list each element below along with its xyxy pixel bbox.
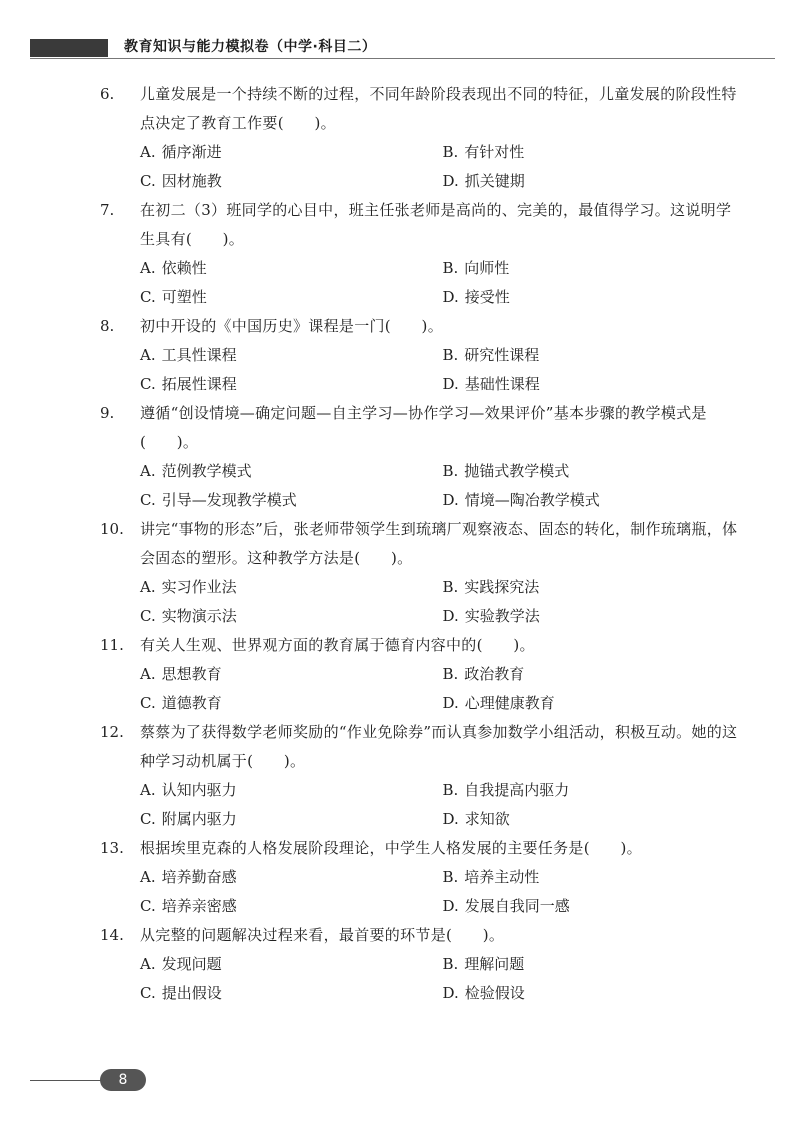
option-text: 提出假设 (161, 984, 222, 1002)
option-text: 接受性 (464, 288, 510, 306)
question-13 (0, 834, 745, 921)
option-d (443, 805, 746, 834)
option-text: 因材施教 (161, 172, 222, 190)
option-a (140, 776, 443, 805)
option-text: 政治教育 (464, 665, 525, 683)
option-letter: A. (140, 462, 156, 480)
option-b (443, 341, 746, 370)
option-text: 认知内驱力 (161, 781, 237, 799)
option-letter: B. (442, 143, 459, 161)
question-7 (0, 196, 745, 312)
option-a (140, 138, 443, 167)
option-letter: B. (442, 259, 459, 277)
option-text: 抛锚式教学模式 (464, 462, 570, 480)
option-letter: B. (442, 665, 459, 683)
header-bar (30, 39, 108, 57)
option-text: 检验假设 (464, 984, 525, 1002)
question-text: 遵循“创设情境—确定问题—自主学习—协作学习—效果评价”基本步骤的教学模式是( )。 (140, 404, 707, 451)
question-text: 有关人生观、世界观方面的教育属于德育内容中的( )。 (140, 636, 535, 654)
question-number: 11. (100, 636, 124, 654)
option-text: 循序渐进 (161, 143, 222, 161)
option-d (443, 167, 746, 196)
option-b (443, 660, 746, 689)
option-a (140, 341, 443, 370)
option-text: 范例教学模式 (161, 462, 252, 480)
option-text: 道德教育 (161, 694, 222, 712)
question-text: 从完整的问题解决过程来看，最首要的环节是( )。 (140, 926, 505, 944)
option-letter: C. (140, 491, 156, 509)
question-number: 8. (100, 317, 115, 335)
question-number: 13. (100, 839, 124, 857)
option-c (140, 689, 443, 718)
option-a (140, 660, 443, 689)
option-list (140, 863, 745, 921)
option-b (443, 138, 746, 167)
option-letter: C. (140, 607, 156, 625)
header-rule (30, 58, 775, 59)
option-letter: C. (140, 172, 156, 190)
option-b (443, 254, 746, 283)
option-text: 理解问题 (464, 955, 525, 973)
option-c (140, 370, 443, 399)
option-text: 工具性课程 (161, 346, 237, 364)
option-a (140, 573, 443, 602)
option-list (140, 138, 745, 196)
option-d (443, 370, 746, 399)
option-text: 培养亲密感 (161, 897, 237, 915)
option-text: 思想教育 (161, 665, 222, 683)
option-d (443, 979, 746, 1008)
option-text: 求知欲 (464, 810, 510, 828)
question-8 (0, 312, 745, 399)
option-c (140, 486, 443, 515)
footer-rule (30, 1080, 110, 1081)
option-text: 基础性课程 (464, 375, 540, 393)
option-letter: D. (442, 607, 459, 625)
option-text: 发现问题 (161, 955, 222, 973)
option-text: 向师性 (464, 259, 510, 277)
option-list (140, 660, 745, 718)
option-text: 有针对性 (464, 143, 525, 161)
option-list (140, 254, 745, 312)
question-number: 12. (100, 723, 124, 741)
option-b (443, 457, 746, 486)
option-text: 自我提高内驱力 (464, 781, 570, 799)
option-c (140, 892, 443, 921)
option-text: 实验教学法 (464, 607, 540, 625)
header-title: 教育知识与能力模拟卷（中学·科目二） (124, 39, 377, 55)
option-d (443, 486, 746, 515)
option-letter: C. (140, 897, 156, 915)
question-9 (0, 399, 745, 515)
question-12 (0, 718, 745, 834)
option-d (443, 602, 746, 631)
option-letter: A. (140, 346, 156, 364)
option-b (443, 950, 746, 979)
option-letter: D. (442, 810, 459, 828)
option-letter: C. (140, 694, 156, 712)
option-c (140, 283, 443, 312)
option-letter: D. (442, 375, 459, 393)
question-number: 6. (100, 85, 115, 103)
question-text: 蔡蔡为了获得数学老师奖励的“作业免除券”而认真参加数学小组活动，积极互动。她的这种学习动机属于( )。 (140, 723, 738, 770)
option-d (443, 892, 746, 921)
option-b (443, 573, 746, 602)
option-list (140, 776, 745, 834)
option-letter: D. (442, 172, 459, 190)
option-letter: A. (140, 259, 156, 277)
option-text: 实践探究法 (464, 578, 540, 596)
question-number: 14. (100, 926, 124, 944)
option-c (140, 602, 443, 631)
option-c (140, 167, 443, 196)
option-letter: A. (140, 955, 156, 973)
question-text: 儿童发展是一个持续不断的过程，不同年龄阶段表现出不同的特征，儿童发展的阶段性特点决定了教育工作要( )。 (140, 85, 737, 132)
option-letter: D. (442, 984, 459, 1002)
option-letter: C. (140, 810, 156, 828)
question-10 (0, 515, 745, 631)
option-b (443, 863, 746, 892)
option-letter: A. (140, 143, 156, 161)
option-list (140, 341, 745, 399)
option-letter: D. (442, 491, 459, 509)
option-letter: D. (442, 694, 459, 712)
option-text: 实习作业法 (161, 578, 237, 596)
option-c (140, 979, 443, 1008)
question-11 (0, 631, 745, 718)
option-letter: B. (442, 462, 459, 480)
question-text: 讲完“事物的形态”后，张老师带领学生到琉璃厂观察液态、固态的转化，制作琉璃瓶，体会固态的塑形。这种教学方法是( )。 (140, 520, 738, 567)
option-text: 培养主动性 (464, 868, 540, 886)
option-letter: C. (140, 375, 156, 393)
question-number: 10. (100, 520, 124, 538)
option-a (140, 950, 443, 979)
question-text: 初中开设的《中国历史》课程是一门( )。 (140, 317, 444, 335)
question-number: 7. (100, 201, 115, 219)
option-letter: A. (140, 578, 156, 596)
option-a (140, 254, 443, 283)
option-list (140, 457, 745, 515)
question-text: 根据埃里克森的人格发展阶段理论，中学生人格发展的主要任务是( )。 (140, 839, 642, 857)
option-letter: A. (140, 781, 156, 799)
option-text: 引导—发现教学模式 (161, 491, 297, 509)
option-a (140, 457, 443, 486)
question-text: 在初二（3）班同学的心目中，班主任张老师是高尚的、完美的，最值得学习。这说明学生具有( )。 (140, 201, 732, 248)
question-number: 9. (100, 404, 115, 422)
question-14 (0, 921, 745, 1008)
option-letter: D. (442, 897, 459, 915)
option-text: 拓展性课程 (161, 375, 237, 393)
option-letter: B. (442, 578, 459, 596)
page-number: 8 (100, 1069, 146, 1091)
option-a (140, 863, 443, 892)
option-d (443, 283, 746, 312)
option-list (140, 573, 745, 631)
option-letter: A. (140, 868, 156, 886)
option-letter: C. (140, 984, 156, 1002)
option-letter: B. (442, 781, 459, 799)
option-letter: B. (442, 955, 459, 973)
option-letter: D. (442, 288, 459, 306)
option-text: 研究性课程 (464, 346, 540, 364)
option-letter: B. (442, 346, 459, 364)
option-text: 抓关键期 (464, 172, 525, 190)
option-text: 依赖性 (161, 259, 207, 277)
option-text: 可塑性 (161, 288, 207, 306)
option-c (140, 805, 443, 834)
option-letter: B. (442, 868, 459, 886)
option-text: 培养勤奋感 (161, 868, 237, 886)
option-list (140, 950, 745, 1008)
question-6 (0, 80, 745, 196)
option-d (443, 689, 746, 718)
option-text: 附属内驱力 (161, 810, 237, 828)
option-text: 情境—陶冶教学模式 (464, 491, 600, 509)
option-b (443, 776, 746, 805)
option-text: 发展自我同一感 (464, 897, 570, 915)
option-text: 心理健康教育 (464, 694, 555, 712)
option-text: 实物演示法 (161, 607, 237, 625)
question-list (0, 80, 800, 1008)
option-letter: A. (140, 665, 156, 683)
option-letter: C. (140, 288, 156, 306)
